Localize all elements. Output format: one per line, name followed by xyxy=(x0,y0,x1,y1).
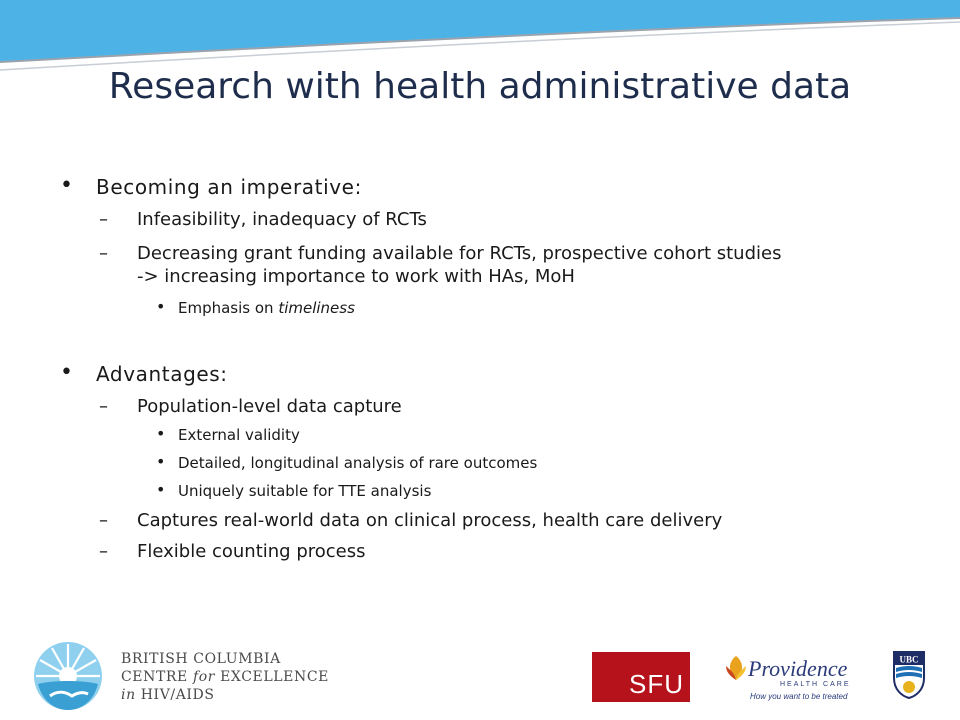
bullet-level3 xyxy=(156,424,300,444)
bullet-text: Decreasing grant funding available for RCTs, prospective cohort studies xyxy=(137,243,782,264)
bullet-text: Infeasibility, inadequacy of RCTs xyxy=(137,209,427,230)
bullet-text: -> increasing importance to work with HAs, MoH xyxy=(137,266,575,287)
ubc-crest-text: UBC xyxy=(899,654,919,665)
dash-icon: – xyxy=(99,541,108,562)
bccfe-line3-b: HIV/AIDS xyxy=(135,687,215,703)
section-heading: Becoming an imperative: xyxy=(96,175,362,199)
bullet-level2 xyxy=(99,510,723,531)
bullet-text: Population-level data capture xyxy=(137,396,402,417)
bccfe-line2-c: EXCELLENCE xyxy=(215,669,329,685)
providence-leaf-icon xyxy=(724,654,748,684)
bullet-level2 xyxy=(99,541,366,562)
bullet-text: Uniquely suitable for TTE analysis xyxy=(178,482,432,500)
bccfe-line3 xyxy=(121,687,215,703)
bullet-level2 xyxy=(99,209,427,230)
bccfe-line3-a: in xyxy=(121,687,136,703)
bccfe-line2-a: CENTRE xyxy=(121,669,193,685)
bullet-text: Emphasis on xyxy=(178,299,279,317)
slide-title: Research with health administrative data xyxy=(108,66,852,107)
bccfe-line2 xyxy=(121,669,329,685)
dash-icon: – xyxy=(99,209,108,230)
bullet-text: Flexible counting process xyxy=(137,541,366,562)
bullet-level2 xyxy=(99,396,402,417)
providence-tagline: How you want to be treated xyxy=(750,692,848,701)
bullet-dot-icon: • xyxy=(156,480,166,499)
providence-logo-subtext: HEALTH CARE xyxy=(780,681,851,688)
bullet-level3 xyxy=(156,452,538,472)
bullet-text: Captures real-world data on clinical process, health care delivery xyxy=(137,510,723,531)
bccfe-line2-b: for xyxy=(192,669,216,685)
bullet-level2-continuation xyxy=(137,266,575,287)
dash-icon: – xyxy=(99,243,108,264)
dash-icon: – xyxy=(99,396,108,417)
dash-icon: – xyxy=(99,510,108,531)
bullet-dot-icon: • xyxy=(60,173,74,198)
bullet-dot-icon: • xyxy=(156,424,166,443)
bullet-dot-icon: • xyxy=(60,360,74,385)
providence-logo-text: Providence xyxy=(748,656,848,681)
bullet-dot-icon: • xyxy=(156,297,166,316)
bullet-level3 xyxy=(156,297,355,317)
emphasis-text: timeliness xyxy=(278,299,355,317)
bullet-dot-icon: • xyxy=(156,452,166,471)
bullet-text: Detailed, longitudinal analysis of rare outcomes xyxy=(178,454,538,472)
bullet-level3 xyxy=(156,480,432,500)
bullet-level1 xyxy=(60,173,362,199)
section-heading: Advantages: xyxy=(96,362,228,386)
bullet-level1 xyxy=(60,360,228,386)
bccfe-line1: BRITISH COLUMBIA xyxy=(121,651,281,667)
sfu-logo xyxy=(592,652,690,702)
bullet-level2 xyxy=(99,243,782,264)
sfu-logo-text: SFU xyxy=(629,669,684,699)
ubc-crest-icon xyxy=(892,650,926,700)
bullet-text: External validity xyxy=(178,426,300,444)
bccfe-logo-icon xyxy=(32,640,104,712)
